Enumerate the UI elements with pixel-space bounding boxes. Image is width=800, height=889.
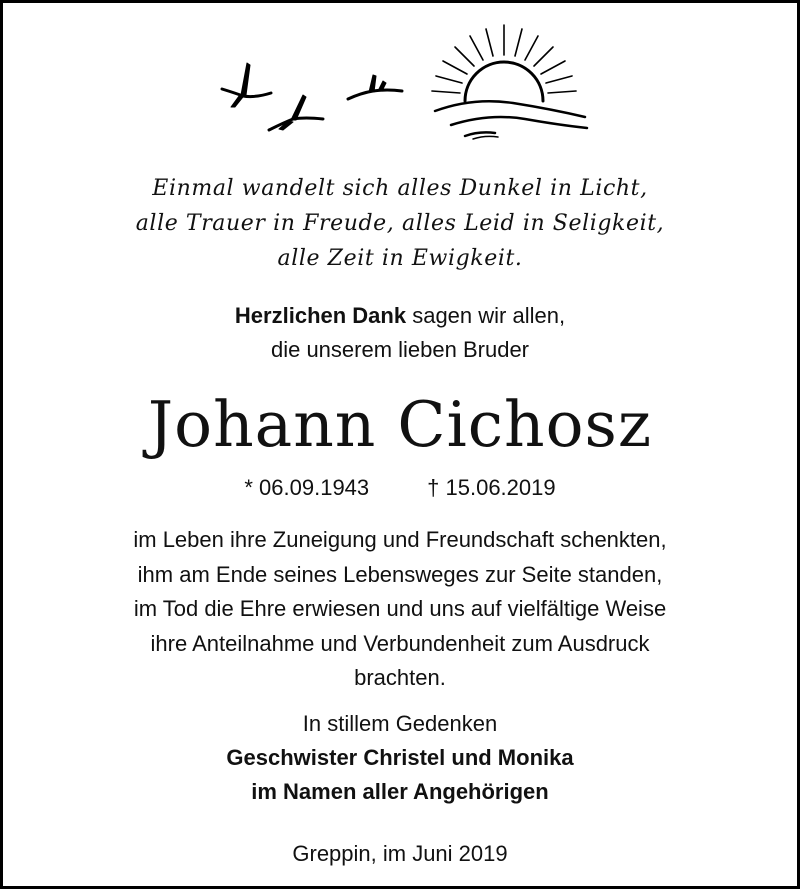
- verse-line: alle Trauer in Freude, alles Leid in Seligkeit,: [135, 211, 665, 236]
- deceased-name: Johann Cichosz: [147, 388, 653, 461]
- thanks-text: [3, 299, 797, 367]
- verse-line: alle Zeit in Ewigkeit.: [277, 246, 523, 271]
- message-text: [3, 523, 797, 696]
- death-date: † 15.06.2019: [427, 475, 556, 500]
- sunrise-over-hills-icon: [432, 25, 587, 139]
- header-illustration: [3, 3, 797, 153]
- thanks-line: die unserem lieben Bruder: [270, 337, 530, 362]
- birth-date: * 06.09.1943: [244, 475, 370, 500]
- flying-bird-icon: [348, 75, 402, 99]
- message-line: brachten.: [354, 665, 446, 690]
- thanks-emphasis: Herzlichen Dank: [234, 303, 407, 328]
- signature-names: Geschwister Christel und Monika: [226, 745, 574, 770]
- place-date: Greppin, im Juni 2019: [292, 841, 508, 866]
- message-line: ihm am Ende seines Lebensweges zur Seite standen,: [137, 561, 663, 587]
- message-line: im Leben ihre Zuneigung und Freundschaft schenkten,: [133, 527, 667, 552]
- verse-line: Einmal wandelt sich alles Dunkel in Licht,: [152, 176, 648, 201]
- message-line: im Tod die Ehre erwiesen und uns auf vielfältige Weise: [133, 596, 667, 621]
- signature-block: [3, 707, 797, 809]
- signature-family: im Namen aller Angehörigen: [251, 779, 549, 804]
- flying-bird-icon: [269, 95, 323, 130]
- flying-bird-icon: [222, 63, 271, 107]
- signature-intro: In stillem Gedenken: [302, 711, 498, 736]
- life-dates: [3, 471, 797, 505]
- thanks-rest: sagen wir allen,: [406, 303, 566, 328]
- message-line: ihre Anteilnahme und Verbundenheit zum Ausdruck: [150, 630, 650, 656]
- thanks-line: [3, 299, 797, 333]
- verse: [3, 171, 797, 276]
